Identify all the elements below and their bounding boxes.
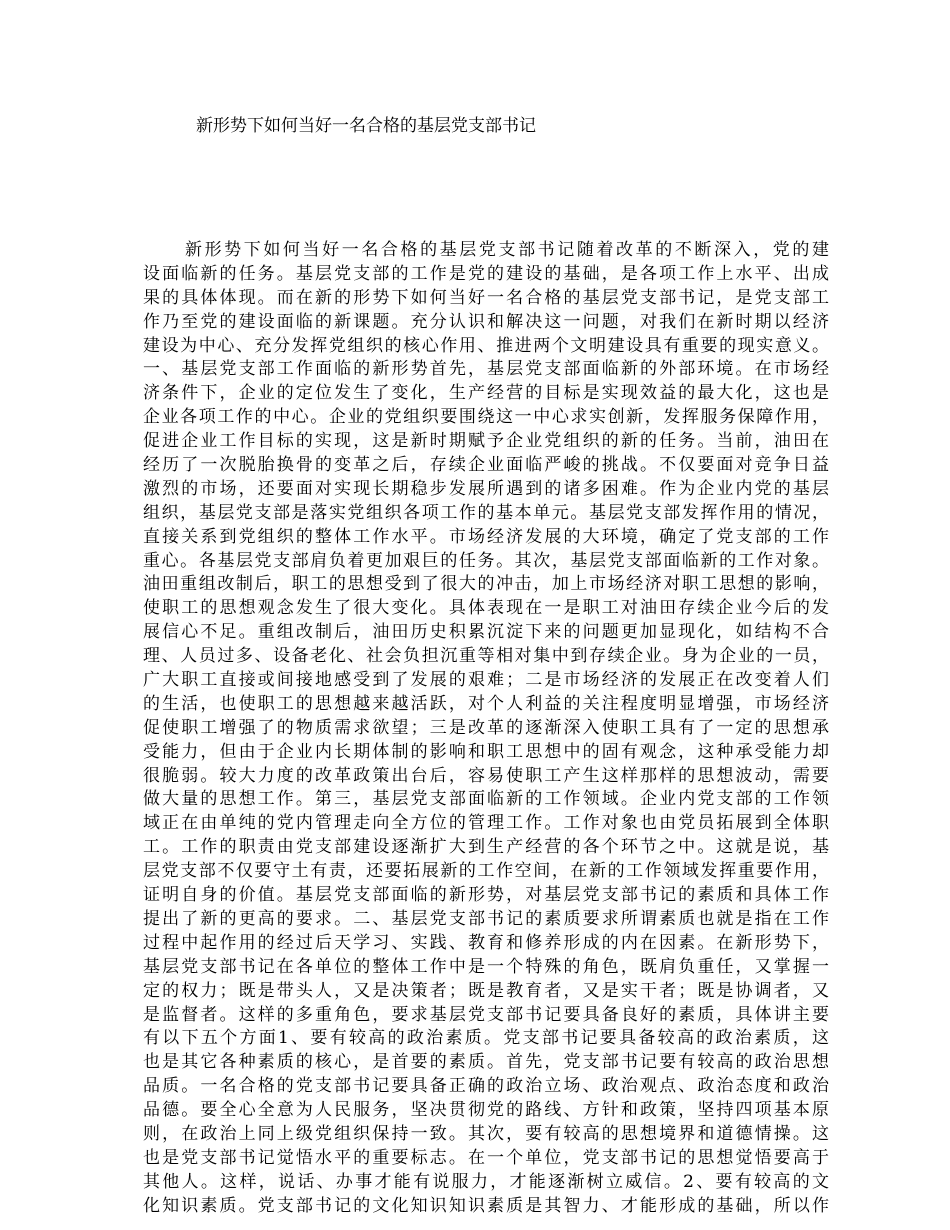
body-line: 是监督者。这样的多重角色，要求基层党支部书记要具备良好的素质，具体讲主要	[143, 1004, 829, 1025]
body-line: 受能力，但由于企业内长期体制的影响和职工思想中的固有观念，这种承受能力却	[143, 741, 829, 762]
body-line: 层党支部不仅要守土有责，还要拓展新的工作空间，在新的工作领域发挥重要作用，	[143, 861, 829, 882]
body-line: 经历了一次脱胎换骨的变革之后，存续企业面临严峻的挑战。不仅要面对竞争日益	[143, 455, 829, 476]
body-line: 化知识素质。党支部书记的文化知识知识素质是其智力、才能形成的基础，所以作	[143, 1195, 829, 1216]
body-line: 有以下五个方面1、要有较高的政治素质。党支部书记要具备较高的政治素质，这	[143, 1028, 829, 1049]
body-line: 使职工的思想观念发生了很大变化。具体表现在一是职工对油田存续企业今后的发	[143, 598, 829, 619]
document-body	[143, 239, 829, 1219]
body-line: 理、人员过多、设备老化、社会负担沉重等相对集中到存续企业。身为企业的一员，	[143, 646, 829, 667]
body-line: 证明自身的价值。基层党支部面临的新形势，对基层党支部书记的素质和具体工作	[143, 885, 829, 906]
body-line: 做大量的思想工作。第三，基层党支部面临新的工作领域。企业内党支部的工作领	[143, 789, 829, 810]
body-line: 提出了新的更高的要求。二、基层党支部书记的素质要求所谓素质也就是指在工作	[143, 908, 829, 929]
body-line: 激烈的市场，还要面对实现长期稳步发展所遇到的诸多困难。作为企业内党的基层	[143, 478, 829, 499]
body-line: 重心。各基层党支部肩负着更加艰巨的任务。其次，基层党支部面临新的工作对象。	[143, 550, 829, 571]
body-line: 组织，基层党支部是落实党组织各项工作的基本单元。基层党支部发挥作用的情况，	[143, 502, 829, 523]
body-line: 域正在由单纯的党内管理走向全方位的管理工作。工作对象也由党员拓展到全体职	[143, 813, 829, 834]
document-title: 新形势下如何当好一名合格的基层党支部书记	[196, 116, 536, 136]
body-line: 促使职工增强了的物质需求欲望；三是改革的逐渐深入使职工具有了一定的思想承	[143, 717, 829, 738]
body-line: 直接关系到党组织的整体工作水平。市场经济发展的大环境，确定了党支部的工作	[143, 526, 829, 547]
body-line: 其他人。这样，说话、办事才能有说服力，才能逐渐树立威信。2、要有较高的文	[143, 1171, 829, 1192]
body-line: 油田重组改制后，职工的思想受到了很大的冲击，加上市场经济对职工思想的影响，	[143, 574, 829, 595]
body-line: 过程中起作用的经过后天学习、实践、教育和修养形成的内在因素。在新形势下，	[143, 932, 829, 953]
body-line: 品德。要全心全意为人民服务，坚决贯彻党的路线、方针和政策，坚持四项基本原	[143, 1100, 829, 1121]
body-line: 则，在政治上同上级党组织保持一致。其次，要有较高的思想境界和道德情操。这	[143, 1123, 829, 1144]
body-line: 也是党支部书记觉悟水平的重要标志。在一个单位，党支部书记的思想觉悟要高于	[143, 1147, 829, 1168]
body-line: 一、基层党支部工作面临的新形势首先，基层党支部面临新的外部环境。在市场经	[143, 359, 829, 380]
body-line: 济条件下，企业的定位发生了变化，生产经营的目标是实现效益的最大化，这也是	[143, 383, 829, 404]
body-line: 展信心不足。重组改制后，油田历史积累沉淀下来的问题更加显现化，如结构不合	[143, 622, 829, 643]
body-line: 也是其它各种素质的核心，是首要的素质。首先，党支部书记要有较高的政治思想	[143, 1052, 829, 1073]
body-line: 果的具体体现。而在新的形势下如何当好一名合格的基层党支部书记，是党支部工	[143, 287, 829, 308]
body-line: 促进企业工作目标的实现，这是新时期赋予企业党组织的新的任务。当前，油田在	[143, 431, 829, 452]
body-line: 新形势下如何当好一名合格的基层党支部书记随着改革的不断深入，党的建	[185, 240, 829, 260]
body-line: 建设为中心、充分发挥党组织的核心作用、推进两个文明建设具有重要的现实意义。	[143, 335, 829, 356]
body-line: 基层党支部书记在各单位的整体工作中是一个特殊的角色，既肩负重任，又掌握一	[143, 956, 829, 977]
body-line: 设面临新的任务。基层党支部的工作是党的建设的基础，是各项工作上水平、出成	[143, 263, 829, 284]
body-line: 品质。一名合格的党支部书记要具备正确的政治立场、政治观点、政治态度和政治	[143, 1076, 829, 1097]
body-line: 广大职工直接或间接地感受到了发展的艰难；二是市场经济的发展正在改变着人们	[143, 670, 829, 691]
body-line: 定的权力；既是带头人，又是决策者；既是教育者，又是实干者；既是协调者，又	[143, 980, 829, 1001]
body-line: 的生活，也使职工的思想越来越活跃，对个人利益的关注程度明显增强，市场经济	[143, 693, 829, 714]
body-line: 作乃至党的建设面临的新课题。充分认识和解决这一问题，对我们在新时期以经济	[143, 311, 829, 332]
body-line: 很脆弱。较大力度的改革政策出台后，容易使职工产生这样那样的思想波动，需要	[143, 765, 829, 786]
body-line: 企业各项工作的中心。企业的党组织要围绕这一中心求实创新，发挥服务保障作用，	[143, 407, 829, 428]
body-line: 工。工作的职责由党支部建设逐渐扩大到生产经营的各个环节之中。这就是说，基	[143, 837, 829, 858]
